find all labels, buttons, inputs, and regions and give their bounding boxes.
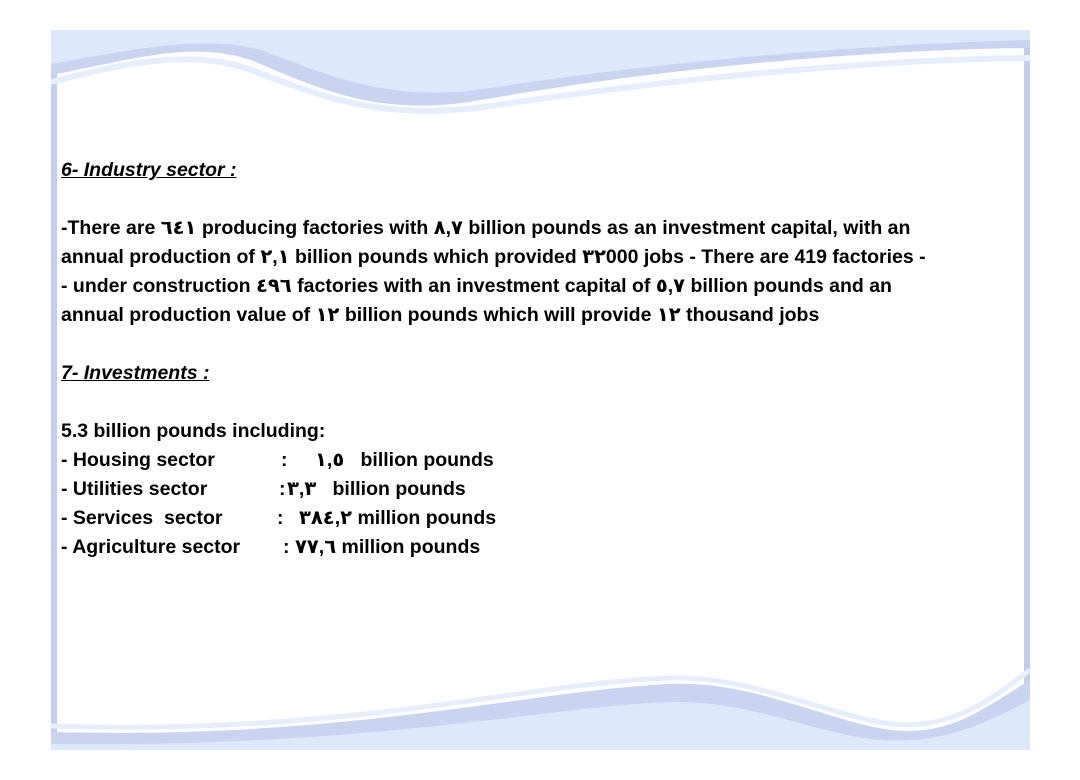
item-label: - Services sector [61,507,223,529]
item-value: ١,٥ [315,449,345,471]
slide-content [61,156,1011,562]
item-unit: billion pounds [332,478,466,500]
top-wave-decoration [51,30,1030,140]
bottom-wave-decoration [51,640,1030,750]
investments-total: 5.3 billion pounds including: [61,420,326,442]
item-value: ٧٧,٦ [295,536,337,558]
item-unit: million pounds [357,507,497,529]
slide-frame [51,30,1030,750]
industry-line: -There are ٦٤١ producing factories with ٨,٧ billion pounds as an investment capital, with an [61,217,911,239]
item-unit: billion pounds [360,449,494,471]
item-value: ٣٨٤,٢ [299,507,353,529]
industry-paragraph [61,214,1011,330]
item-value: ٣,٣ [287,478,317,500]
item-unit: million pounds [341,536,481,558]
industry-heading: 6- Industry sector : [61,159,237,181]
investment-item-agriculture: - Agriculture sector : ٧٧,٦ million pounds [61,533,1011,562]
item-label: - Agriculture sector [61,536,241,558]
industry-line: - under construction ٤٩٦ factories with an investment capital of ٥,٧ billion pounds and an [61,275,892,297]
investment-item-housing: - Housing sector : ١,٥ billion pounds [61,446,1011,475]
industry-line: annual production of ٢,١ billion pounds which provided ٣٢000 jobs - There are 419 factories - [61,246,926,268]
item-label: - Utilities sector [61,478,208,500]
item-label: - Housing sector [61,449,215,471]
investments-heading: 7- Investments : [61,362,210,384]
investment-item-services: - Services sector : ٣٨٤,٢ million pounds [61,504,1011,533]
investment-item-utilities: - Utilities sector : ٣,٣ billion pounds [61,475,1011,504]
industry-line: annual production value of ١٢ billion pounds which will provide ١٢ thousand jobs [61,304,820,326]
